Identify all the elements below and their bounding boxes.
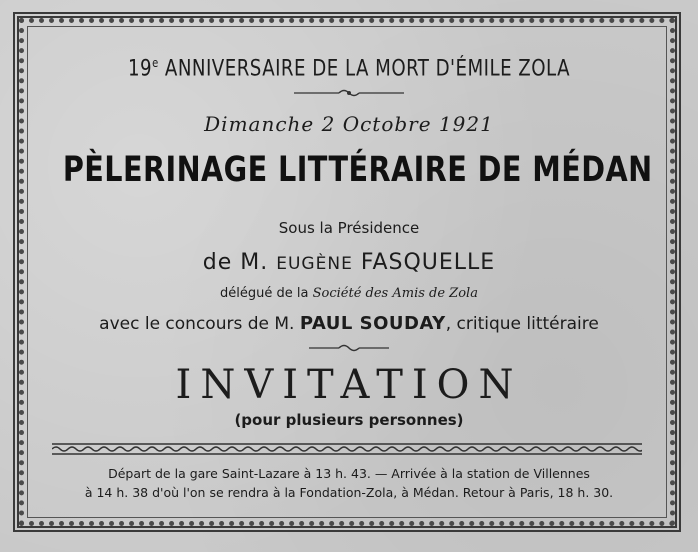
delegate-line	[0, 286, 698, 301]
travel-line-2: à 14 h. 38 d'où l'on se rendra à la Fondation-Zola, à Médan. Retour à Paris, 18 h. 30.	[84, 485, 614, 500]
president-prefix: de M.	[202, 250, 277, 275]
travel-line-1: Départ de la gare Saint-Lazare à 13 h. 43. — Arrivée à la station de Villennes	[108, 466, 590, 481]
contribution-line	[0, 313, 698, 334]
president-last-name: FASQUELLE	[360, 250, 496, 275]
president-first-name: EUGÈNE	[276, 254, 353, 274]
critic-name: PAUL SOUDAY	[299, 313, 446, 334]
event-date: Dimanche 2 Octobre 1921	[204, 112, 494, 136]
presidency-intro: Sous la Présidence	[278, 219, 420, 237]
invitation-heading: INVITATION	[175, 362, 523, 408]
page-title: PÈLERINAGE LITTÉRAIRE DE MÉDAN	[62, 150, 653, 190]
president-name	[0, 250, 698, 275]
anniversary-ordinal: e	[152, 56, 159, 70]
anniversary-heading	[28, 56, 670, 81]
anniversary-text: ANNIVERSAIRE DE LA MORT D'ÉMILE ZOLA	[158, 56, 571, 82]
society-name: Société des Amis de Zola	[312, 286, 478, 301]
ornament-divider-top	[0, 88, 698, 98]
invitation-note: (pour plusieurs personnes)	[234, 411, 464, 429]
delegate-prefix: délégué de la	[220, 286, 313, 301]
ornament-divider-middle	[0, 343, 698, 353]
contribution-prefix: avec le concours de M.	[99, 314, 300, 334]
anniversary-number: 19	[127, 56, 153, 82]
contribution-suffix: , critique littéraire	[445, 314, 599, 334]
wavy-divider	[52, 442, 642, 456]
